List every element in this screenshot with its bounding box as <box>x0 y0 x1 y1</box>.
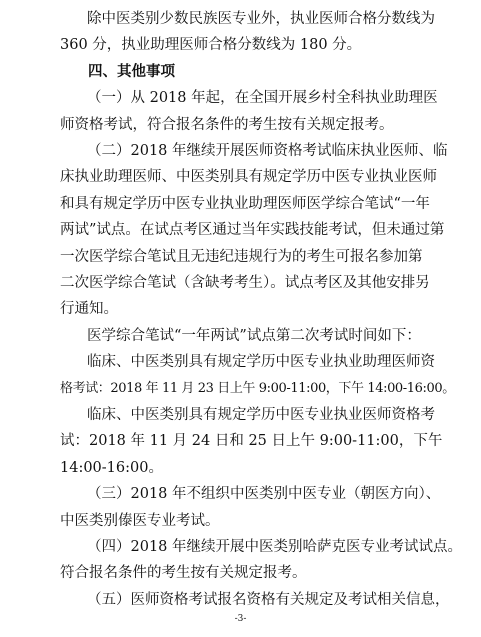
paragraph-line: 格考试：2018 年 11 月 23 日上午 9:00-11:00，下午 14:00-16:00。 <box>60 380 455 396</box>
paragraph-line: 两试”试点。在试点考区通过当年实践技能考试，但未通过第 <box>60 222 445 239</box>
paragraph-line: 一次医学综合笔试且无违纪违规行为的考生可报名参加第 <box>60 248 423 265</box>
paragraph-line: 医学综合笔试“一年两试”试点第二次考试时间如下： <box>87 327 421 344</box>
paragraph-line: 符合报名条件的考生按有关规定报考。 <box>60 565 307 582</box>
paragraph-line: （一）从 2018 年起，在全国开展乡村全科执业助理医 <box>87 90 438 107</box>
page-number: -3- <box>234 614 247 624</box>
paragraph-line: 360 分，执业助理医师合格分数线为 180 分。 <box>60 37 362 54</box>
paragraph-line: 临床、中医类别具有规定学历中医专业执业助理医师资 <box>87 354 435 371</box>
paragraph-line: （四）2018 年继续开展中医类别哈萨克医专业考试试点。 <box>87 539 463 555</box>
paragraph-line: 试：2018 年 11 月 24 日和 25 日上午 9:00-11:00，下午 <box>60 433 443 450</box>
paragraph-line: （三）2018 年不组织中医类别中医专业（朝医方向）、 <box>87 486 441 503</box>
paragraph-line: 和具有规定学历中医专业执业助理医师医学综合笔试“一年 <box>60 195 430 212</box>
section-heading: 四、其他事项 <box>88 62 175 80</box>
paragraph-line: 师资格考试，符合报名条件的考生按有关规定报考。 <box>60 116 394 133</box>
paragraph-line: 临床、中医类别具有规定学历中医专业执业医师资格考 <box>87 407 435 423</box>
paragraph-line: 行通知。 <box>60 301 118 318</box>
paragraph-line: 床执业助理医师、中医类别具有规定学历中医专业执业医师 <box>60 169 437 186</box>
paragraph-line: 14:00-16:00。 <box>60 459 163 476</box>
paragraph-line: 中医类别傣医专业考试。 <box>60 512 220 529</box>
paragraph-line: （五）医师资格考试报名资格有关规定及考试相关信息， <box>87 591 450 608</box>
paragraph-line: 除中医类别少数民族医专业外，执业医师合格分数线为 <box>87 11 435 27</box>
paragraph-line: （二）2018 年继续开展医师资格考试临床执业医师、临 <box>87 143 448 159</box>
paragraph-line: 二次医学综合笔试（含缺考考生）。试点考区及其他安排另 <box>60 275 430 291</box>
